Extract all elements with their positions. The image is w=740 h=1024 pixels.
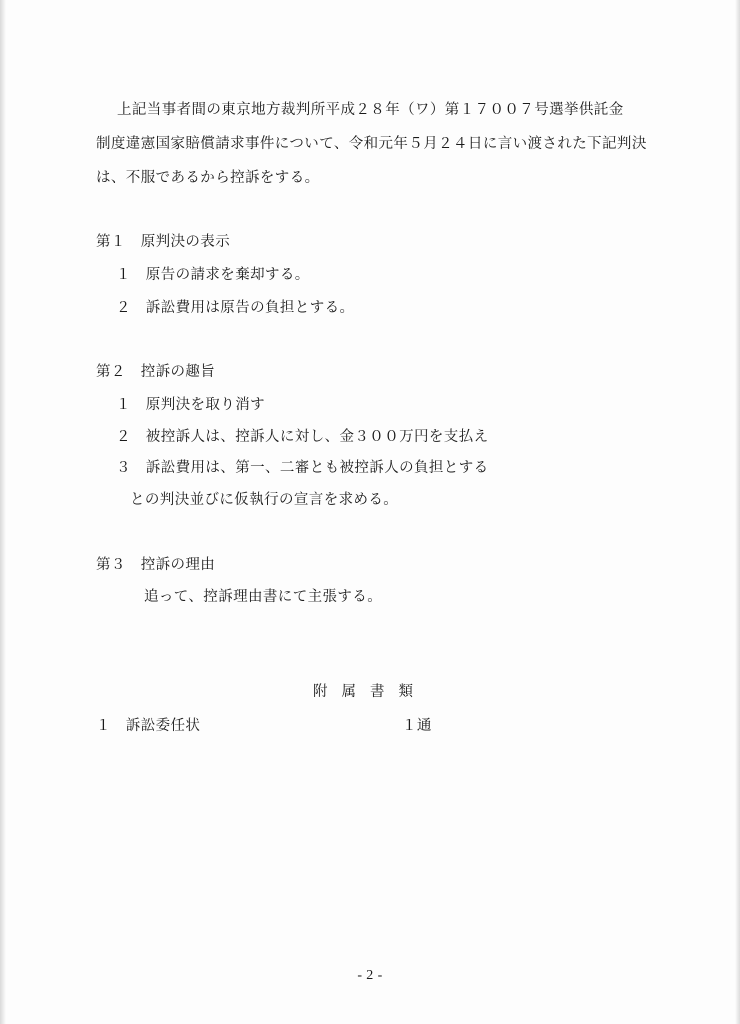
- section1-item-2: ２ 訴訟費用は原告の負担とする。: [116, 300, 355, 316]
- page-edge-right: [735, 0, 740, 1024]
- section2-item-1: １ 原判決を取り消す: [116, 397, 265, 413]
- attachments-title: 附属書類: [313, 684, 427, 700]
- section1-item-1: １ 原告の請求を棄却する。: [116, 267, 310, 283]
- section1-heading: 第１ 原判決の表示: [96, 234, 231, 250]
- intro-line-3: は、不服であるから控訴をする。: [96, 170, 320, 186]
- section3-body: 追って、控訴理由書にて主張する。: [144, 589, 383, 605]
- section3-heading: 第３ 控訴の理由: [96, 557, 216, 573]
- intro-line-1: 上記当事者間の東京地方裁判所平成２８年（ワ）第１７００７号選挙供託金: [117, 102, 624, 118]
- attachment-item-label: １ 訴訟委任状: [96, 718, 201, 734]
- section2-closing: との判決並びに仮執行の宣言を求める。: [130, 492, 399, 508]
- section2-item-2: ２ 被控訴人は、控訴人に対し、金３００万円を支払え: [116, 429, 489, 445]
- section2-heading: 第２ 控訴の趣旨: [96, 364, 216, 380]
- attachment-item-count: １通: [402, 718, 432, 734]
- page-edge-left: [0, 0, 6, 1024]
- intro-line-2: 制度違憲国家賠償請求事件について、令和元年５月２４日に言い渡された下記判決: [96, 136, 647, 152]
- section2-item-3: ３ 訴訟費用は、第一、二審とも被控訴人の負担とする: [116, 460, 489, 476]
- page-number: - 2 -: [357, 968, 383, 983]
